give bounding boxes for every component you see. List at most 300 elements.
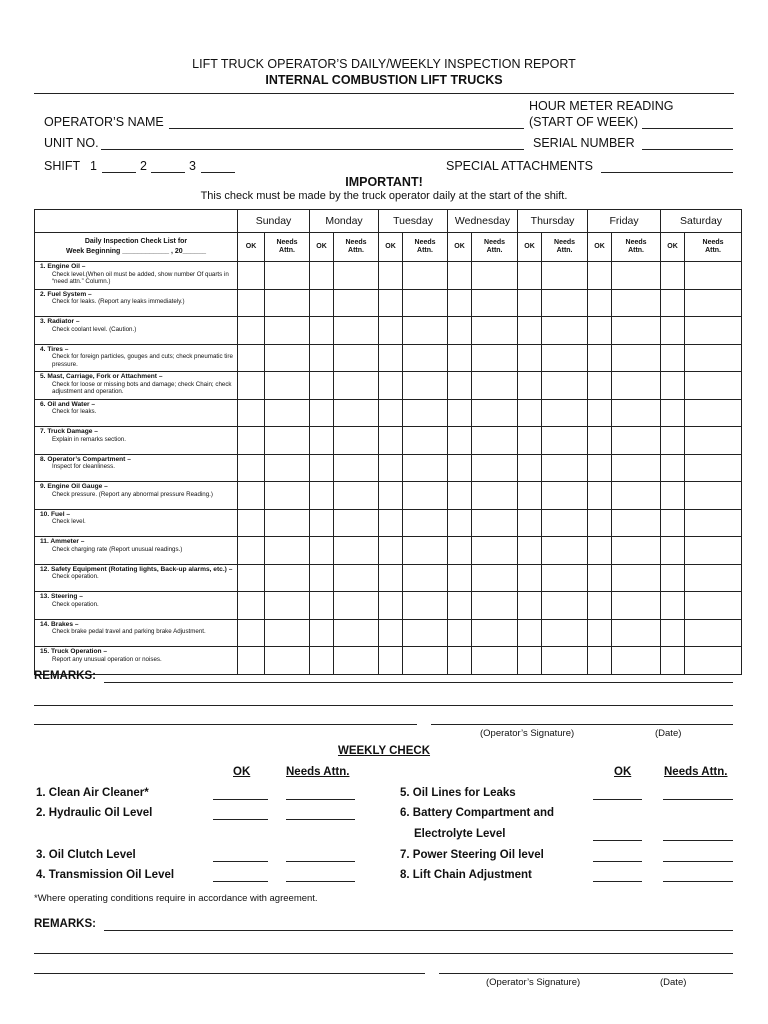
needs-attn-checkbox-cell[interactable] xyxy=(403,372,448,400)
ok-checkbox-cell[interactable] xyxy=(379,647,403,675)
ok-checkbox-cell[interactable] xyxy=(661,647,685,675)
needs-attn-checkbox-cell[interactable] xyxy=(472,399,518,427)
ok-checkbox-cell[interactable] xyxy=(588,454,612,482)
ok-checkbox-cell[interactable] xyxy=(588,372,612,400)
table-row xyxy=(35,537,742,565)
ok-checkbox-cell[interactable] xyxy=(379,509,403,537)
needs-attn-checkbox-cell[interactable] xyxy=(334,592,379,620)
ok-checkbox-cell[interactable] xyxy=(310,317,334,345)
operator-signature-field[interactable] xyxy=(34,724,417,725)
needs-attn-checkbox-cell[interactable] xyxy=(403,482,448,510)
needs-attn-checkbox-cell[interactable] xyxy=(472,564,518,592)
needs-attn-checkbox-cell[interactable] xyxy=(612,647,661,675)
checklist-item-title: 7. Truck Damage – xyxy=(40,428,98,435)
needs-attn-checkbox-cell[interactable] xyxy=(334,289,379,317)
ok-checkbox-cell[interactable] xyxy=(518,564,542,592)
needs-attn-checkbox-cell[interactable] xyxy=(542,427,588,455)
needs-attn-checkbox-cell[interactable] xyxy=(403,509,448,537)
attn-label: Attn. xyxy=(417,247,433,254)
needs-attn-checkbox-cell[interactable] xyxy=(403,289,448,317)
checklist-item xyxy=(35,399,238,427)
ok-checkbox-cell[interactable] xyxy=(661,537,685,565)
weekly-ok-field-8[interactable] xyxy=(593,881,642,882)
remarks-line-1[interactable] xyxy=(104,682,733,683)
ok-checkbox-cell[interactable] xyxy=(448,344,472,372)
ok-checkbox-cell[interactable] xyxy=(448,372,472,400)
needs-attn-checkbox-cell[interactable] xyxy=(472,619,518,647)
needs-attn-checkbox-cell[interactable] xyxy=(403,454,448,482)
ok-checkbox-cell[interactable] xyxy=(379,344,403,372)
weekly-remarks-line-2[interactable] xyxy=(34,953,733,954)
signature-date-field[interactable] xyxy=(431,724,733,725)
needs-attn-checkbox-cell[interactable] xyxy=(612,454,661,482)
weekly-operator-signature-field[interactable] xyxy=(34,973,425,974)
attn-label: Attn. xyxy=(556,247,573,254)
ok-checkbox-cell[interactable] xyxy=(588,509,612,537)
needs-attn-checkbox-cell[interactable] xyxy=(265,564,310,592)
ok-checkbox-cell[interactable] xyxy=(448,537,472,565)
table-row xyxy=(35,509,742,537)
ok-checkbox-cell[interactable] xyxy=(518,509,542,537)
needs-attn-checkbox-cell[interactable] xyxy=(542,454,588,482)
ok-checkbox-cell[interactable] xyxy=(518,344,542,372)
needs-attn-checkbox-cell[interactable] xyxy=(685,399,742,427)
ok-checkbox-cell[interactable] xyxy=(518,317,542,345)
ok-checkbox-cell[interactable] xyxy=(448,262,472,290)
needs-attn-checkbox-cell[interactable] xyxy=(403,262,448,290)
ok-checkbox-cell[interactable] xyxy=(379,482,403,510)
needs-attn-checkbox-cell[interactable] xyxy=(265,372,310,400)
table-row xyxy=(35,399,742,427)
needs-attn-checkbox-cell[interactable] xyxy=(334,372,379,400)
needs-attn-checkbox-cell[interactable] xyxy=(403,427,448,455)
needs-attn-checkbox-cell[interactable] xyxy=(542,509,588,537)
ok-checkbox-cell[interactable] xyxy=(661,289,685,317)
ok-checkbox-cell[interactable] xyxy=(588,537,612,565)
needs-attn-checkbox-cell[interactable] xyxy=(334,564,379,592)
needs-attn-checkbox-cell[interactable] xyxy=(472,372,518,400)
weekly-signature-date-field[interactable] xyxy=(439,973,733,974)
needs-attn-checkbox-cell[interactable] xyxy=(334,509,379,537)
ok-checkbox-cell[interactable] xyxy=(238,509,265,537)
needs-attn-checkbox-cell[interactable] xyxy=(334,427,379,455)
ok-column-header: OK xyxy=(379,233,403,262)
needs-label: Needs xyxy=(414,239,436,246)
shift-label: SHIFT xyxy=(44,159,81,173)
ok-checkbox-cell[interactable] xyxy=(238,344,265,372)
ok-checkbox-cell[interactable] xyxy=(379,372,403,400)
shift-1-label: 1 xyxy=(90,159,97,173)
needs-attn-checkbox-cell[interactable] xyxy=(542,619,588,647)
needs-attn-checkbox-cell[interactable] xyxy=(612,262,661,290)
needs-attn-checkbox-cell[interactable] xyxy=(612,427,661,455)
needs-attn-checkbox-cell[interactable] xyxy=(542,344,588,372)
needs-attn-checkbox-cell[interactable] xyxy=(685,317,742,345)
start-of-week-label: (START OF WEEK) xyxy=(529,115,639,129)
header-divider xyxy=(34,93,734,94)
checklist-item-description: Report any unusual operation or noises. xyxy=(52,655,162,663)
checklist-header-line-1: Daily Inspection Check List for xyxy=(84,238,188,245)
needs-attn-checkbox-cell[interactable] xyxy=(334,482,379,510)
ok-checkbox-cell[interactable] xyxy=(588,647,612,675)
ok-checkbox-cell[interactable] xyxy=(588,344,612,372)
needs-attn-checkbox-cell[interactable] xyxy=(472,509,518,537)
ok-checkbox-cell[interactable] xyxy=(310,647,334,675)
ok-checkbox-cell[interactable] xyxy=(238,564,265,592)
ok-checkbox-cell[interactable] xyxy=(448,592,472,620)
ok-checkbox-cell[interactable] xyxy=(518,454,542,482)
weekly-ok-field-4[interactable] xyxy=(213,881,268,882)
needs-attn-checkbox-cell[interactable] xyxy=(334,454,379,482)
ok-checkbox-cell[interactable] xyxy=(661,344,685,372)
ok-checkbox-cell[interactable] xyxy=(518,619,542,647)
needs-attn-checkbox-cell[interactable] xyxy=(403,619,448,647)
ok-checkbox-cell[interactable] xyxy=(379,592,403,620)
needs-attn-checkbox-cell[interactable] xyxy=(685,289,742,317)
needs-attn-checkbox-cell[interactable] xyxy=(612,482,661,510)
checklist-item-description: Check for leaks. (Report any leaks immediately.) xyxy=(52,298,185,305)
needs-attn-checkbox-cell[interactable] xyxy=(542,399,588,427)
ok-checkbox-cell[interactable] xyxy=(310,262,334,290)
needs-attn-checkbox-cell[interactable] xyxy=(685,537,742,565)
ok-checkbox-cell[interactable] xyxy=(310,454,334,482)
ok-checkbox-cell[interactable] xyxy=(238,289,265,317)
ok-checkbox-cell[interactable] xyxy=(661,317,685,345)
needs-attn-checkbox-cell[interactable] xyxy=(542,482,588,510)
needs-attn-checkbox-cell[interactable] xyxy=(612,289,661,317)
unit-no-field[interactable] xyxy=(101,149,524,150)
weekly-item-1: 1. Clean Air Cleaner* xyxy=(36,787,149,799)
ok-checkbox-cell[interactable] xyxy=(310,482,334,510)
ok-checkbox-cell[interactable] xyxy=(448,289,472,317)
needs-attn-checkbox-cell[interactable] xyxy=(334,647,379,675)
needs-attn-checkbox-cell[interactable] xyxy=(265,592,310,620)
needs-attn-checkbox-cell[interactable] xyxy=(685,427,742,455)
ok-checkbox-cell[interactable] xyxy=(379,454,403,482)
checklist-item xyxy=(35,482,238,510)
needs-attn-checkbox-cell[interactable] xyxy=(685,564,742,592)
needs-attn-checkbox-cell[interactable] xyxy=(472,344,518,372)
needs-attn-checkbox-cell[interactable] xyxy=(403,399,448,427)
ok-checkbox-cell[interactable] xyxy=(310,427,334,455)
shift-3-field[interactable] xyxy=(201,172,235,173)
weekly-needs-field-5[interactable] xyxy=(663,799,733,800)
needs-attn-checkbox-cell[interactable] xyxy=(334,262,379,290)
needs-attn-checkbox-cell[interactable] xyxy=(612,537,661,565)
weekly-ok-field-3[interactable] xyxy=(213,861,268,862)
checklist-item-description: Check operation. xyxy=(52,600,99,608)
needs-attn-checkbox-cell[interactable] xyxy=(265,262,310,290)
needs-attn-checkbox-cell[interactable] xyxy=(265,647,310,675)
needs-attn-checkbox-cell[interactable] xyxy=(685,372,742,400)
hour-meter-field[interactable] xyxy=(642,128,733,129)
shift-1-field[interactable] xyxy=(102,172,136,173)
needs-attn-checkbox-cell[interactable] xyxy=(685,482,742,510)
checklist-item-description: Check level. xyxy=(52,518,86,525)
weekly-item-4: 4. Transmission Oil Level xyxy=(36,869,175,881)
ok-checkbox-cell[interactable] xyxy=(448,564,472,592)
needs-attn-checkbox-cell[interactable] xyxy=(472,537,518,565)
needs-attn-checkbox-cell[interactable] xyxy=(334,619,379,647)
weekly-ok-field-7[interactable] xyxy=(593,861,642,862)
ok-checkbox-cell[interactable] xyxy=(661,372,685,400)
ok-checkbox-cell[interactable] xyxy=(661,619,685,647)
ok-checkbox-cell[interactable] xyxy=(588,564,612,592)
needs-attn-checkbox-cell[interactable] xyxy=(472,647,518,675)
table-row xyxy=(35,482,742,510)
ok-checkbox-cell[interactable] xyxy=(310,344,334,372)
ok-checkbox-cell[interactable] xyxy=(518,537,542,565)
needs-attn-checkbox-cell[interactable] xyxy=(542,317,588,345)
operator-name-label: OPERATOR’S NAME xyxy=(44,115,164,129)
unit-no-label: UNIT NO. xyxy=(44,136,99,150)
needs-attn-checkbox-cell[interactable] xyxy=(472,482,518,510)
grid-corner-cell xyxy=(35,210,238,233)
important-heading: IMPORTANT! xyxy=(345,175,423,189)
needs-attn-checkbox-cell[interactable] xyxy=(542,537,588,565)
needs-attn-checkbox-cell[interactable] xyxy=(472,454,518,482)
ok-checkbox-cell[interactable] xyxy=(588,592,612,620)
ok-checkbox-cell[interactable] xyxy=(661,592,685,620)
needs-attn-checkbox-cell[interactable] xyxy=(265,289,310,317)
checklist-item-description: Check charging rate (Report unusual readings.) xyxy=(52,545,183,553)
ok-checkbox-cell[interactable] xyxy=(310,619,334,647)
needs-attn-checkbox-cell[interactable] xyxy=(403,647,448,675)
ok-checkbox-cell[interactable] xyxy=(238,454,265,482)
ok-checkbox-cell[interactable] xyxy=(379,427,403,455)
ok-checkbox-cell[interactable] xyxy=(238,537,265,565)
needs-attn-checkbox-cell[interactable] xyxy=(685,454,742,482)
weekly-needs-header-right: Needs Attn. xyxy=(664,766,728,778)
needs-attn-checkbox-cell[interactable] xyxy=(265,482,310,510)
needs-attn-checkbox-cell[interactable] xyxy=(403,564,448,592)
needs-attn-checkbox-cell[interactable] xyxy=(265,344,310,372)
weekly-ok-field-2[interactable] xyxy=(213,819,268,820)
shift-2-label: 2 xyxy=(140,159,147,173)
ok-checkbox-cell[interactable] xyxy=(661,482,685,510)
needs-attn-checkbox-cell[interactable] xyxy=(472,317,518,345)
checklist-item-description: Check for leaks. xyxy=(52,408,97,415)
ok-checkbox-cell[interactable] xyxy=(588,427,612,455)
needs-label: Needs xyxy=(345,239,367,246)
table-row xyxy=(35,564,742,592)
needs-attn-checkbox-cell[interactable] xyxy=(472,592,518,620)
checklist-item-title: 6. Oil and Water – xyxy=(40,400,96,408)
needs-attn-checkbox-cell[interactable] xyxy=(334,344,379,372)
ok-checkbox-cell[interactable] xyxy=(518,262,542,290)
needs-attn-checkbox-cell[interactable] xyxy=(542,592,588,620)
needs-attn-checkbox-cell[interactable] xyxy=(612,399,661,427)
needs-attn-checkbox-cell[interactable] xyxy=(334,317,379,345)
needs-attn-checkbox-cell[interactable] xyxy=(403,592,448,620)
needs-attn-checkbox-cell[interactable] xyxy=(612,564,661,592)
weekly-needs-field-7[interactable] xyxy=(663,861,733,862)
weekly-needs-field-4[interactable] xyxy=(286,881,355,882)
ok-checkbox-cell[interactable] xyxy=(448,482,472,510)
needs-attn-checkbox-cell[interactable] xyxy=(612,619,661,647)
needs-attn-checkbox-cell[interactable] xyxy=(472,289,518,317)
checklist-item-title: 8. Operator’s Compartment – xyxy=(40,455,131,463)
checklist-item xyxy=(35,344,238,372)
weekly-needs-field-8[interactable] xyxy=(663,881,733,882)
ok-checkbox-cell[interactable] xyxy=(588,482,612,510)
table-row xyxy=(35,454,742,482)
checklist-item xyxy=(35,537,238,565)
ok-checkbox-cell[interactable] xyxy=(238,372,265,400)
needs-attn-column-header xyxy=(612,233,661,262)
needs-attn-checkbox-cell[interactable] xyxy=(612,509,661,537)
ok-checkbox-cell[interactable] xyxy=(661,262,685,290)
ok-checkbox-cell[interactable] xyxy=(448,317,472,345)
needs-attn-checkbox-cell[interactable] xyxy=(542,372,588,400)
shift-2-field[interactable] xyxy=(151,172,185,173)
ok-checkbox-cell[interactable] xyxy=(448,619,472,647)
table-row xyxy=(35,619,742,647)
needs-attn-checkbox-cell[interactable] xyxy=(542,262,588,290)
ok-checkbox-cell[interactable] xyxy=(238,619,265,647)
ok-checkbox-cell[interactable] xyxy=(518,592,542,620)
needs-attn-checkbox-cell[interactable] xyxy=(265,317,310,345)
needs-label: Needs xyxy=(625,239,647,246)
ok-checkbox-cell[interactable] xyxy=(379,317,403,345)
needs-label: Needs xyxy=(554,239,576,246)
needs-attn-checkbox-cell[interactable] xyxy=(612,344,661,372)
table-row xyxy=(35,289,742,317)
ok-checkbox-cell[interactable] xyxy=(661,454,685,482)
weekly-ok-field-6[interactable] xyxy=(593,840,642,841)
ok-checkbox-cell[interactable] xyxy=(310,509,334,537)
needs-attn-checkbox-cell[interactable] xyxy=(685,647,742,675)
ok-checkbox-cell[interactable] xyxy=(588,399,612,427)
ok-checkbox-cell[interactable] xyxy=(448,454,472,482)
ok-column-header: OK xyxy=(661,233,685,262)
ok-checkbox-cell[interactable] xyxy=(518,427,542,455)
needs-attn-checkbox-cell[interactable] xyxy=(265,509,310,537)
ok-checkbox-cell[interactable] xyxy=(310,537,334,565)
needs-attn-checkbox-cell[interactable] xyxy=(265,427,310,455)
ok-checkbox-cell[interactable] xyxy=(310,372,334,400)
ok-checkbox-cell[interactable] xyxy=(310,592,334,620)
needs-attn-checkbox-cell[interactable] xyxy=(403,537,448,565)
checklist-item-description: Check coolant level. (Caution.) xyxy=(52,325,137,333)
needs-attn-checkbox-cell[interactable] xyxy=(403,344,448,372)
ok-checkbox-cell[interactable] xyxy=(448,509,472,537)
report-subtitle: INTERNAL COMBUSTION LIFT TRUCKS xyxy=(265,73,503,87)
needs-attn-checkbox-cell[interactable] xyxy=(612,592,661,620)
ok-checkbox-cell[interactable] xyxy=(379,537,403,565)
checklist-item xyxy=(35,372,238,400)
table-row xyxy=(35,344,742,372)
weekly-needs-field-2[interactable] xyxy=(286,819,355,820)
ok-checkbox-cell[interactable] xyxy=(661,399,685,427)
needs-attn-checkbox-cell[interactable] xyxy=(685,344,742,372)
remarks-line-2[interactable] xyxy=(34,705,733,706)
weekly-ok-field-1[interactable] xyxy=(213,799,268,800)
ok-checkbox-cell[interactable] xyxy=(310,289,334,317)
ok-checkbox-cell[interactable] xyxy=(588,289,612,317)
needs-attn-checkbox-cell[interactable] xyxy=(334,399,379,427)
ok-checkbox-cell[interactable] xyxy=(661,427,685,455)
ok-checkbox-cell[interactable] xyxy=(238,262,265,290)
ok-checkbox-cell[interactable] xyxy=(238,427,265,455)
needs-attn-checkbox-cell[interactable] xyxy=(472,262,518,290)
ok-checkbox-cell[interactable] xyxy=(238,482,265,510)
ok-checkbox-cell[interactable] xyxy=(588,317,612,345)
operator-name-field[interactable] xyxy=(169,128,524,129)
ok-checkbox-cell[interactable] xyxy=(518,482,542,510)
needs-attn-checkbox-cell[interactable] xyxy=(612,317,661,345)
needs-attn-checkbox-cell[interactable] xyxy=(472,427,518,455)
shift-3-label: 3 xyxy=(189,159,196,173)
ok-checkbox-cell[interactable] xyxy=(238,317,265,345)
ok-checkbox-cell[interactable] xyxy=(518,289,542,317)
weekly-needs-field-1[interactable] xyxy=(286,799,355,800)
ok-checkbox-cell[interactable] xyxy=(661,509,685,537)
weekly-remarks-line-1[interactable] xyxy=(104,930,733,931)
ok-checkbox-cell[interactable] xyxy=(518,647,542,675)
special-attachments-field[interactable] xyxy=(601,172,733,173)
ok-checkbox-cell[interactable] xyxy=(588,619,612,647)
ok-checkbox-cell[interactable] xyxy=(518,372,542,400)
needs-attn-checkbox-cell[interactable] xyxy=(685,262,742,290)
needs-attn-checkbox-cell[interactable] xyxy=(265,454,310,482)
weekly-ok-field-5[interactable] xyxy=(593,799,642,800)
checklist-item-description: Explain in remarks section. xyxy=(52,435,126,443)
needs-attn-checkbox-cell[interactable] xyxy=(403,317,448,345)
weekly-needs-field-6[interactable] xyxy=(663,840,733,841)
needs-attn-checkbox-cell[interactable] xyxy=(685,509,742,537)
weekly-footnote: *Where operating conditions require in accordance with agreement. xyxy=(34,893,318,904)
checklist-item-title: 10. Fuel – xyxy=(40,510,71,518)
ok-checkbox-cell[interactable] xyxy=(238,592,265,620)
serial-number-field[interactable] xyxy=(642,149,733,150)
ok-checkbox-cell[interactable] xyxy=(379,289,403,317)
needs-attn-checkbox-cell[interactable] xyxy=(612,372,661,400)
operator-signature-label: (Operator’s Signature) xyxy=(480,728,575,739)
ok-checkbox-cell[interactable] xyxy=(661,564,685,592)
needs-attn-column-header xyxy=(472,233,518,262)
ok-checkbox-cell[interactable] xyxy=(448,427,472,455)
needs-attn-checkbox-cell[interactable] xyxy=(542,289,588,317)
ok-checkbox-cell[interactable] xyxy=(238,399,265,427)
ok-checkbox-cell[interactable] xyxy=(310,564,334,592)
checklist-item xyxy=(35,454,238,482)
ok-checkbox-cell[interactable] xyxy=(379,399,403,427)
ok-checkbox-cell[interactable] xyxy=(588,262,612,290)
ok-checkbox-cell[interactable] xyxy=(448,647,472,675)
needs-attn-checkbox-cell[interactable] xyxy=(334,537,379,565)
needs-attn-checkbox-cell[interactable] xyxy=(265,537,310,565)
needs-attn-checkbox-cell[interactable] xyxy=(685,592,742,620)
ok-checkbox-cell[interactable] xyxy=(310,399,334,427)
ok-checkbox-cell[interactable] xyxy=(238,647,265,675)
checklist-item-description: Check for loose or missing bots and damage; check Chain; check adjustment and operation. xyxy=(52,380,232,395)
needs-attn-checkbox-cell[interactable] xyxy=(542,564,588,592)
weekly-operator-signature-label: (Operator’s Signature) xyxy=(486,977,581,988)
needs-attn-checkbox-cell[interactable] xyxy=(542,647,588,675)
checklist-item xyxy=(35,592,238,620)
week-beginning-label: Week Beginning ____________ , 20______ xyxy=(66,248,206,255)
ok-checkbox-cell[interactable] xyxy=(379,262,403,290)
weekly-needs-field-3[interactable] xyxy=(286,861,355,862)
needs-attn-checkbox-cell[interactable] xyxy=(265,399,310,427)
ok-checkbox-cell[interactable] xyxy=(448,399,472,427)
ok-checkbox-cell[interactable] xyxy=(379,564,403,592)
needs-attn-checkbox-cell[interactable] xyxy=(685,619,742,647)
needs-attn-checkbox-cell[interactable] xyxy=(265,619,310,647)
ok-checkbox-cell[interactable] xyxy=(379,619,403,647)
ok-checkbox-cell[interactable] xyxy=(518,399,542,427)
